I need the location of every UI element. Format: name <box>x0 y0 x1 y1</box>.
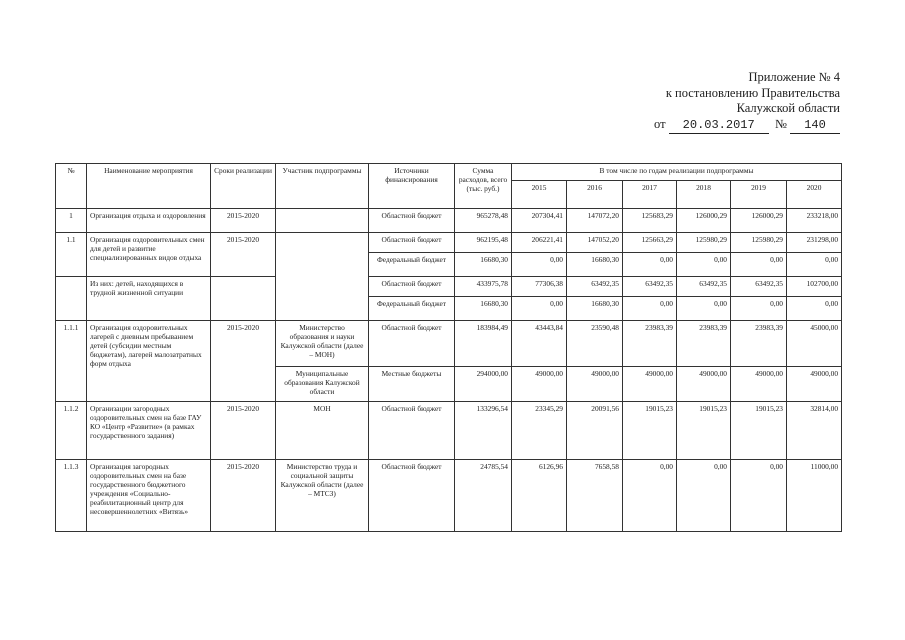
row-value: 16680,30 <box>567 297 623 321</box>
row-value: 49000,00 <box>677 367 731 402</box>
row-value: 206221,41 <box>512 233 567 253</box>
row-name: Организация отдыха и оздоровления <box>87 209 211 233</box>
row-value: 0,00 <box>623 460 677 532</box>
row-value: 0,00 <box>731 253 787 277</box>
row-total: 294000,00 <box>455 367 512 402</box>
row-value: 77306,38 <box>512 277 567 297</box>
row-value: 0,00 <box>731 460 787 532</box>
table-row <box>56 321 842 367</box>
year-header: 2020 <box>787 181 842 209</box>
row-total: 16680,30 <box>455 297 512 321</box>
row-value: 19015,23 <box>731 402 787 460</box>
row-period: 2015-2020 <box>211 460 276 532</box>
col-header-by-years: В том числе по годам реализации подпрограммы <box>512 164 842 181</box>
appendix-title: Приложение № 4 <box>748 70 840 84</box>
row-name: Организации загородных оздоровительных смен на базе ГАУ КО «Центр «Развитие» (в рамках государственного задания) <box>87 402 211 460</box>
row-participant: МОН <box>276 402 369 460</box>
row-source: Областной бюджет <box>369 209 455 233</box>
document-number: 140 <box>790 118 840 135</box>
row-value: 23983,39 <box>677 321 731 367</box>
col-header-num: № <box>56 164 87 209</box>
row-value: 125980,29 <box>731 233 787 253</box>
row-period: 2015-2020 <box>211 402 276 460</box>
row-num: 1.1.1 <box>56 321 87 402</box>
program-table <box>55 163 842 532</box>
row-value: 63492,35 <box>731 277 787 297</box>
row-total: 24785,54 <box>455 460 512 532</box>
row-period: 2015-2020 <box>211 209 276 233</box>
appendix-subtitle: к постановлению Правительства <box>665 85 840 100</box>
row-value: 0,00 <box>677 460 731 532</box>
row-period: 2015-2020 <box>211 233 276 277</box>
row-name: Из них: детей, находящихся в трудной жизненной ситуации <box>87 277 211 321</box>
row-value: 0,00 <box>512 253 567 277</box>
row-value: 6126,96 <box>512 460 567 532</box>
row-value: 16680,30 <box>567 253 623 277</box>
row-period: 2015-2020 <box>211 321 276 402</box>
row-value: 125663,29 <box>623 233 677 253</box>
row-value: 0,00 <box>731 297 787 321</box>
year-header: 2017 <box>623 181 677 209</box>
row-value: 19015,23 <box>623 402 677 460</box>
col-header-total: Сумма расходов, всего (тыс. руб.) <box>455 164 512 209</box>
row-value: 63492,35 <box>623 277 677 297</box>
row-source: Федеральный бюджет <box>369 253 455 277</box>
col-header-participants: Участник подпрограммы <box>276 164 369 209</box>
number-sign: № <box>774 116 787 131</box>
row-value: 0,00 <box>677 297 731 321</box>
row-value: 0,00 <box>623 253 677 277</box>
row-source: Областной бюджет <box>369 277 455 297</box>
year-header: 2015 <box>512 181 567 209</box>
row-value: 45000,00 <box>787 321 842 367</box>
date-prefix: от <box>654 116 666 131</box>
table-row <box>56 402 842 460</box>
year-header: 2018 <box>677 181 731 209</box>
row-value: 23345,29 <box>512 402 567 460</box>
row-value: 125980,29 <box>677 233 731 253</box>
row-participant: Министерство труда и социальной защиты Калужской области (далее – МТСЗ) <box>276 460 369 532</box>
row-num: 1.1.2 <box>56 402 87 460</box>
row-value: 102700,00 <box>787 277 842 297</box>
row-value: 63492,35 <box>677 277 731 297</box>
row-value: 20091,56 <box>567 402 623 460</box>
row-value: 49000,00 <box>731 367 787 402</box>
row-num: 1 <box>56 209 87 233</box>
row-value: 125683,29 <box>623 209 677 233</box>
row-participant <box>276 233 369 321</box>
row-participant <box>276 209 369 233</box>
document-date: 20.03.2017 <box>669 118 769 135</box>
row-value: 63492,35 <box>567 277 623 297</box>
row-source: Областной бюджет <box>369 321 455 367</box>
row-value: 49000,00 <box>512 367 567 402</box>
row-period <box>211 277 276 321</box>
col-header-source: Источники финансирования <box>369 164 455 209</box>
row-value: 147052,20 <box>567 233 623 253</box>
row-value: 207304,41 <box>512 209 567 233</box>
appendix-authority: Калужской области <box>736 101 840 115</box>
row-value: 147072,20 <box>567 209 623 233</box>
row-name: Организация оздоровительных лагерей с дневным пребыванием детей (субсидии местным бюджетам), лагерей малозатратных форм отдыха <box>87 321 211 402</box>
row-total: 133296,54 <box>455 402 512 460</box>
row-total: 962195,48 <box>455 233 512 253</box>
row-total: 183984,49 <box>455 321 512 367</box>
row-source: Областной бюджет <box>369 460 455 532</box>
row-value: 0,00 <box>787 253 842 277</box>
row-source: Местные бюджеты <box>369 367 455 402</box>
table-row <box>56 233 842 253</box>
row-value: 32814,00 <box>787 402 842 460</box>
row-source: Федеральный бюджет <box>369 297 455 321</box>
row-num: 1.1 <box>56 233 87 277</box>
row-value: 126000,29 <box>677 209 731 233</box>
row-participant: Министерство образования и науки Калужской области (далее – МОН) <box>276 321 369 367</box>
row-num: 1.1.3 <box>56 460 87 532</box>
row-participant: Муниципальные образования Калужской области <box>276 367 369 402</box>
row-num <box>56 277 87 321</box>
row-name: Организация загородных оздоровительных смен на базе государственного бюджетного учреждения «Социально-реабилитационный центр для несовершеннолетних «Витязь» <box>87 460 211 532</box>
row-value: 0,00 <box>677 253 731 277</box>
row-value: 23590,48 <box>567 321 623 367</box>
row-name: Организация оздоровительных смен для детей и развитие специализированных видов отдыха <box>87 233 211 277</box>
document-reference <box>600 117 840 135</box>
row-value: 231298,00 <box>787 233 842 253</box>
row-value: 43443,84 <box>512 321 567 367</box>
table-row <box>56 277 842 297</box>
row-value: 19015,23 <box>677 402 731 460</box>
row-value: 49000,00 <box>623 367 677 402</box>
row-value: 7658,58 <box>567 460 623 532</box>
year-header: 2019 <box>731 181 787 209</box>
row-value: 0,00 <box>623 297 677 321</box>
row-value: 23983,39 <box>731 321 787 367</box>
appendix-header <box>600 70 840 134</box>
year-header: 2016 <box>567 181 623 209</box>
row-source: Областной бюджет <box>369 233 455 253</box>
row-value: 233218,00 <box>787 209 842 233</box>
row-value: 23983,39 <box>623 321 677 367</box>
row-value: 0,00 <box>787 297 842 321</box>
col-header-period: Сроки реализации <box>211 164 276 209</box>
row-source: Областной бюджет <box>369 402 455 460</box>
row-value: 0,00 <box>512 297 567 321</box>
row-total: 16680,30 <box>455 253 512 277</box>
row-value: 126000,29 <box>731 209 787 233</box>
row-total: 433975,78 <box>455 277 512 297</box>
row-value: 49000,00 <box>567 367 623 402</box>
row-value: 11000,00 <box>787 460 842 532</box>
col-header-name: Наименование мероприятия <box>87 164 211 209</box>
table-row <box>56 460 842 532</box>
row-total: 965278,48 <box>455 209 512 233</box>
table-row <box>56 209 842 233</box>
row-value: 49000,00 <box>787 367 842 402</box>
